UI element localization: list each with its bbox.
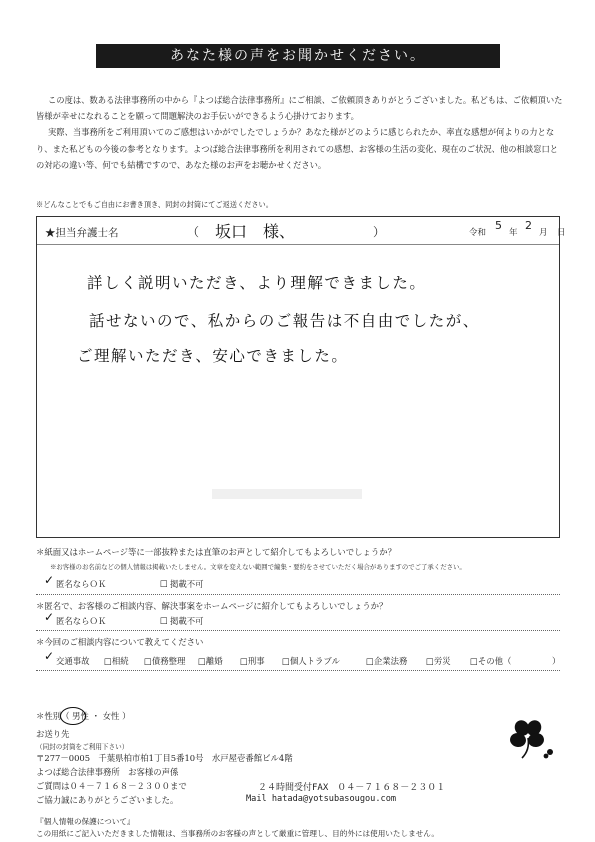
free-write-note: ※どんなことでもご自由にお書き頂き、同封の封筒にてご返送ください。 <box>36 200 273 209</box>
comment-line-2[interactable]: 話せないので、私からのご報告は不自由でしたが、 <box>89 312 480 330</box>
q3-check-mark: ✓ <box>44 649 55 663</box>
date-month-label: 月 <box>539 228 548 238</box>
q2-title: ＊匿名で、お客様のご相談内容、解決事案をホームページに紹介してもよろしいでしょうか？ <box>36 601 388 611</box>
paren-close: ） <box>373 225 386 239</box>
q1-check-mark: ✓ <box>44 573 55 587</box>
comment-box-header <box>37 217 566 245</box>
contact-thanks: ご協力誠にありがとうございました。 <box>36 795 179 805</box>
q2-checkbox-ng[interactable]: □ <box>160 615 168 625</box>
bleed-through-mark <box>212 485 362 503</box>
contact-heading-note: （同封の封筒をご利用下さい） <box>36 743 129 751</box>
q2-option-ng[interactable]: 掲載不可 <box>170 616 204 626</box>
date-day-label: 日 <box>557 228 566 238</box>
q3-option-other[interactable]: □その他（ <box>470 656 512 666</box>
divider <box>36 594 560 595</box>
date-year-label: 年 <box>509 228 518 238</box>
q3-title: ＊今回のご相談内容について教えてください <box>36 637 204 647</box>
date-era: 令和 <box>469 228 487 238</box>
paren-open: （ <box>187 225 200 239</box>
q1-title: ＊紙面又はホームページ等に一部抜粋または直筆のお声として紹介してもよろしいでしょうか？ <box>36 547 396 557</box>
intro-paragraph-1: この度は、数ある法律事務所の中から『よつば総合法律事務所』にご相談、ご依頼頂きありがとうございました。私どもは、ご依頼頂いた皆様が幸せになれることを願って問題解決のお手伝いができるよう心掛けております。 <box>36 95 563 122</box>
comment-line-3[interactable]: ご理解いただき、安心できました。 <box>77 347 349 365</box>
q3-option-traffic[interactable]: 交通事故 <box>56 656 90 666</box>
q3-option-criminal[interactable]: □刑事 <box>240 656 265 666</box>
gender-option-male[interactable]: 男性 <box>72 711 89 721</box>
q3-option-inheritance[interactable]: □相続 <box>104 656 129 666</box>
lawyer-name-handwritten[interactable]: 坂口 様、 <box>215 222 296 241</box>
contact-address: 〒277－0005 千葉県柏市柏1丁目5番10号 水戸屋壱番館ビル4階 <box>36 753 293 763</box>
contact-mail[interactable]: Mail hatada@yotsubasougou.com <box>246 794 397 804</box>
gender-option-female[interactable]: 女性 <box>102 711 120 721</box>
q3-option-debt[interactable]: □債務整理 <box>144 656 186 666</box>
contact-heading: お送り先 （同封の封筒をご利用下さい） <box>36 729 129 751</box>
male-selected-circle <box>60 707 86 725</box>
date-month-value[interactable]: 2 <box>525 219 532 232</box>
lawyer-label: ★担当弁護士名 <box>45 227 119 239</box>
privacy-title: 『個人情報の保護について』 <box>36 817 135 826</box>
q3-option-other-close: ） <box>552 656 561 666</box>
contact-fax: ２４時間受付FAX ０４－７１６８－２３０１ <box>258 783 446 793</box>
comment-line-1[interactable]: 詳しく説明いただき、より理解できました。 <box>87 274 427 292</box>
intro-text <box>36 92 564 173</box>
q3-option-corporate[interactable]: □企業法務 <box>366 656 408 666</box>
q1-option-ng[interactable]: 掲載不可 <box>170 579 204 589</box>
divider <box>36 670 560 671</box>
contact-office: よつば総合法律事務所 お客様の声係 <box>36 767 179 777</box>
page-banner: あなた様の声をお聞かせください。 <box>96 44 500 68</box>
q3-option-labor[interactable]: □労災 <box>426 656 451 666</box>
intro-paragraph-2: 実際、当事務所をご利用頂いてのご感想はいかがでしたでしょうか？あなた様がどのように感じられたか、率直な感想が何よりの力となり、また私どもの今後の参考となります。よつば総合法律事務所を利用されての感想、お客様の生活の変化、現在のご状況、他の相談窓口との対応の違い等、何でも結構ですので、あなた様のお声をお聴かせください。 <box>36 127 559 170</box>
gender-label: ＊性別（ 男性 ・ 女性 ） <box>36 711 131 721</box>
q2-option-anonymous-ok[interactable]: 匿名ならＯＫ <box>56 616 107 626</box>
comment-box <box>36 216 566 538</box>
q3-option-personal-trouble[interactable]: □個人トラブル <box>282 656 340 666</box>
q1-checkbox-ng[interactable]: □ <box>160 578 168 588</box>
q1-note: ※お客様のお名前などの個人情報は掲載いたしません。文章を変えない範囲で編集・要約をさせていただく場合がありますのでご了承ください。 <box>50 563 466 571</box>
q3-option-divorce[interactable]: □離婚 <box>198 656 223 666</box>
q1-option-anonymous-ok[interactable]: 匿名ならＯＫ <box>56 579 107 589</box>
divider <box>36 630 560 631</box>
contact-tel: ご質問は０４－７１６８－２３００まで <box>36 781 187 791</box>
q2-check-mark: ✓ <box>44 610 55 624</box>
privacy-text: この用紙にご記入いただきました情報は、当事務所のお客様の声として厳重に管理し、目的外には使用いたしません。 <box>36 829 439 838</box>
clover-logo-icon <box>500 716 560 766</box>
date-year-value[interactable]: 5 <box>495 219 502 232</box>
